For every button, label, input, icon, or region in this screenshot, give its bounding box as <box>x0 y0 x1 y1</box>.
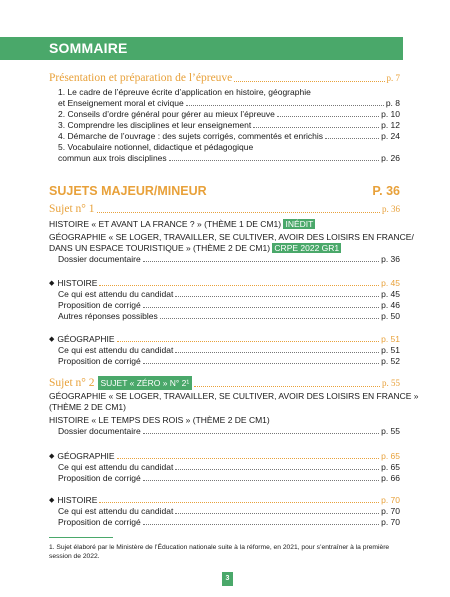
page-title: SOMMAIRE <box>49 40 128 56</box>
leader-dots <box>143 261 379 262</box>
leader-dots <box>253 127 379 128</box>
footnote-divider <box>49 537 113 538</box>
toc-item-text: Dossier documentaire <box>58 254 141 264</box>
toc-item[interactable] <box>58 517 400 528</box>
toc-item-page: p. 70 <box>381 506 400 516</box>
leader-dots <box>117 458 380 459</box>
sujet1-theme2-line1: GÉOGRAPHIE « SE LOGER, TRAVAILLER, SE CULTIVER, AVOIR DES LOISIRS EN FRANCE/ <box>49 232 414 242</box>
toc-item-page: p. 55 <box>381 426 400 436</box>
sujet2-theme1-line1: GÉOGRAPHIE « SE LOGER, TRAVAILLER, SE CULTIVER, AVOIR DES LOISIRS EN FRANCE » <box>49 391 419 401</box>
leader-dots <box>175 296 379 297</box>
toc-item[interactable] <box>58 356 400 367</box>
crpe-tag: CRPE 2022 GR1 <box>274 243 340 253</box>
leader-dots <box>143 524 379 525</box>
geo-title: GÉOGRAPHIE <box>57 451 115 461</box>
toc-item[interactable] <box>58 506 400 517</box>
toc-item[interactable] <box>58 142 400 153</box>
sujet2-histoire-heading[interactable] <box>49 495 400 506</box>
leader-dots <box>160 318 379 319</box>
sujet2-title: Sujet n° 2 <box>49 377 95 389</box>
section-title-text: SUJETS MAJEUR/MINEUR <box>49 184 207 198</box>
leader-dots <box>277 116 379 117</box>
toc-item-text: Dossier documentaire <box>58 426 141 436</box>
leader-dots <box>143 363 379 364</box>
toc-item-text: Proposition de corrigé <box>58 517 141 527</box>
toc-item-page: p. 50 <box>381 311 400 321</box>
toc-item-page: p. 8 <box>385 98 400 108</box>
toc-item-page: p. 51 <box>381 345 400 355</box>
geo-title: GÉOGRAPHIE <box>57 334 115 344</box>
sujet-zero-tag: SUJET « ZÉRO » N° 2¹ <box>98 376 193 390</box>
leader-dots <box>186 105 384 106</box>
section-title-page: P. 36 <box>372 184 400 198</box>
toc-item-text: Proposition de corrigé <box>58 300 141 310</box>
toc-item[interactable] <box>58 289 400 300</box>
leader-dots <box>175 469 379 470</box>
toc-item-page: p. 45 <box>381 289 400 299</box>
toc-item-page: p. 66 <box>381 473 400 483</box>
geo-page: p. 51 <box>381 334 400 344</box>
sujet1-theme1-text: HISTOIRE « ET AVANT LA FRANCE ? » (THÈME 1 DE CM1) <box>49 219 282 229</box>
toc-item-text: commun aux trois disciplines <box>58 153 167 163</box>
leader-dots <box>169 160 379 161</box>
toc-item[interactable] <box>58 311 400 322</box>
toc-item[interactable] <box>58 120 400 131</box>
toc-item-page: p. 70 <box>381 517 400 527</box>
leader-dots <box>117 341 380 342</box>
sujet2-theme1-line2: (THÈME 2 DE CM1) <box>49 402 126 412</box>
sujet1-title: Sujet n° 1 <box>49 203 95 215</box>
leader-dots <box>325 138 379 139</box>
toc-item-page: p. 36 <box>381 254 400 264</box>
leader-dots <box>97 212 381 213</box>
toc-item[interactable] <box>58 426 400 437</box>
leader-dots <box>99 502 379 503</box>
toc-item-text: Ce qui est attendu du candidat <box>58 289 174 299</box>
footnote: 1. Sujet élaboré par le Ministère de l’Éducation nationale suite à la réforme, en 2021, pour s’entraîner à la première session de 2022. <box>49 544 390 560</box>
geo-page: p. 65 <box>381 451 400 461</box>
toc-item-page: p. 65 <box>381 462 400 472</box>
toc-item-text: Ce qui est attendu du candidat <box>58 462 174 472</box>
sujet1-theme2-line2 <box>49 243 341 254</box>
leader-dots <box>234 81 384 82</box>
sujet2-page: p. 55 <box>382 378 400 388</box>
presentation-page: p. 7 <box>386 73 400 83</box>
toc-item-text: Ce qui est attendu du candidat <box>58 345 174 355</box>
leader-dots <box>175 513 379 514</box>
sujet1-geo-heading[interactable] <box>49 334 400 345</box>
leader-dots <box>143 433 379 434</box>
sujet2-theme2: HISTOIRE « LE TEMPS DES ROIS » (THÈME 2 DE CM1) <box>49 415 270 425</box>
leader-dots <box>99 285 379 286</box>
histoire-title: HISTOIRE <box>57 495 98 505</box>
toc-item-text: 5. Vocabulaire notionnel, didactique et pédagogique <box>58 142 254 152</box>
diamond-bullet-icon: ◆ <box>49 497 55 504</box>
inedit-tag: INÉDIT <box>285 219 314 229</box>
presentation-heading[interactable] <box>49 71 400 85</box>
sujet1-page: p. 36 <box>382 204 400 214</box>
toc-item[interactable] <box>58 254 400 265</box>
sujet2-heading[interactable] <box>49 376 400 390</box>
toc-item[interactable] <box>58 473 400 484</box>
toc-item[interactable] <box>58 131 400 142</box>
toc-item-text: Autres réponses possibles <box>58 311 158 321</box>
histoire-page: p. 45 <box>381 278 400 288</box>
toc-item-page: p. 26 <box>381 153 400 163</box>
sommaire-banner <box>0 37 403 60</box>
leader-dots <box>143 307 379 308</box>
toc-item-text: et Enseignement moral et civique <box>58 98 184 108</box>
histoire-title: HISTOIRE <box>57 278 98 288</box>
diamond-bullet-icon: ◆ <box>49 336 55 343</box>
sujet1-histoire-heading[interactable] <box>49 278 400 289</box>
toc-item-page: p. 52 <box>381 356 400 366</box>
toc-item[interactable] <box>58 462 400 473</box>
toc-item-text: Ce qui est attendu du candidat <box>58 506 174 516</box>
toc-item-text: 3. Comprendre les disciplines et leur enseignement <box>58 120 252 130</box>
toc-item-page: p. 46 <box>381 300 400 310</box>
leader-dots <box>143 480 379 481</box>
page-number: 3 <box>222 572 233 586</box>
toc-item-text: Proposition de corrigé <box>58 356 141 366</box>
sujet2-geo-heading[interactable] <box>49 451 400 462</box>
toc-item[interactable] <box>58 153 400 164</box>
histoire-page: p. 70 <box>381 495 400 505</box>
leader-dots <box>194 386 380 387</box>
toc-item[interactable] <box>58 87 400 98</box>
toc-item-text: 4. Démarche de l’ouvrage : des sujets corrigés, commentés et enrichis <box>58 131 324 141</box>
toc-item-text: 1. Le cadre de l’épreuve écrite d’application en histoire, géographie <box>58 87 311 97</box>
toc-item-text: Proposition de corrigé <box>58 473 141 483</box>
toc-item[interactable] <box>58 98 400 109</box>
section-title[interactable] <box>49 184 400 200</box>
sujet1-theme1 <box>49 219 315 230</box>
toc-item[interactable] <box>58 345 400 356</box>
toc-item-text: 2. Conseils d’ordre général pour gérer au mieux l’épreuve <box>58 109 275 119</box>
sujet1-theme2-text: DANS UN ESPACE TOURISTIQUE » (THÈME 2 DE CM1) <box>49 243 271 253</box>
toc-item-page: p. 24 <box>381 131 400 141</box>
sujet1-heading[interactable] <box>49 202 400 216</box>
presentation-title: Présentation et préparation de l’épreuve <box>49 72 233 84</box>
leader-dots <box>175 352 379 353</box>
toc-item[interactable] <box>58 109 400 120</box>
diamond-bullet-icon: ◆ <box>49 453 55 460</box>
toc-item[interactable] <box>58 300 400 311</box>
toc-item-page: p. 12 <box>381 120 400 130</box>
diamond-bullet-icon: ◆ <box>49 280 55 287</box>
toc-item-page: p. 10 <box>381 109 400 119</box>
